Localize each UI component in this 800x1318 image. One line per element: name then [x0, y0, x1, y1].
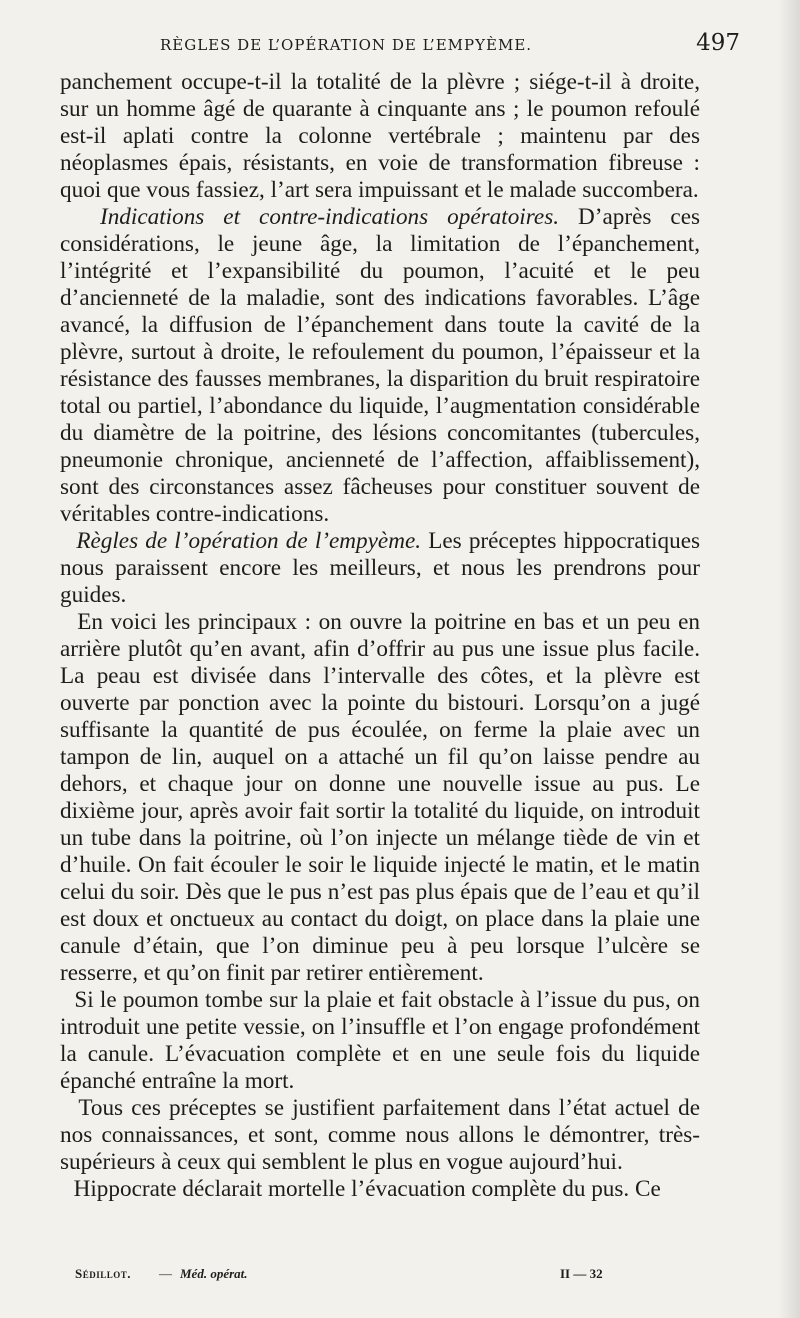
- running-header: [60, 30, 740, 58]
- body-text: [60, 69, 700, 1203]
- footer-separator: —: [159, 1266, 172, 1281]
- paragraph-2: [60, 204, 700, 528]
- page-number: 497: [696, 30, 740, 56]
- footer-work-title: Méd. opérat.: [180, 1266, 248, 1281]
- running-title: RÈGLES DE L’OPÉRATION DE L’EMPYÈME.: [160, 36, 533, 54]
- section-heading-indications: Indications et contre-indications opératoires.: [99, 204, 560, 230]
- footer-author: Sédillot.: [75, 1266, 131, 1281]
- paragraph-5-text: Si le poumon tombe sur la plaie et fait obstacle à l’issue du pus, on introduit une petite vessie, on l’insuffle et l’on engage profondément la canule. L’évacuation complète et en une seule fois du liquide épanché entraîne la mort.: [60, 987, 700, 1094]
- paragraph-6-text: Tous ces préceptes se justifient parfaitement dans l’état actuel de nos connaissances, et sont, comme nous allons le démontrer, très-supérieurs à ceux qui semblent le plus en vogue aujourd’hui.: [60, 1095, 700, 1175]
- paragraph-3-text: Les préceptes hippocratiques nous paraissent encore les meilleurs, et nous les prendrons pour guides.: [60, 528, 701, 608]
- page-gutter-shadow: [778, 0, 800, 1318]
- section-heading-regles: Règles de l’opération de l’empyème.: [76, 528, 422, 554]
- paragraph-5: [60, 987, 700, 1095]
- paragraph-2-text: D’après ces considérations, le jeune âge, la limitation de l’épanchement, l’intégrité et l’expansibilité du poumon, l’acuité et le peu d’ancienneté de la maladie, sont des indications favorables. L’âge avancé, la diffusion de l’épanchement dans toute la cavité de la plèvre, surtout à droite, le refoulement du poumon, l’épaisseur et la résistance des fausses membranes, la disparition du bruit respiratoire total ou partiel, l’abondance du liquide, l’augmentation considérable du diamètre de la poitrine, des lésions concomitantes (tubercules, pneumonie chronique, ancienneté de l’affection, affaiblissement), sont des circonstances assez fâcheuses pour constituer souvent de véritables contre-indications.: [60, 204, 701, 527]
- paragraph-7-text: Hippocrate déclarait mortelle l’évacuation complète du pus. Ce: [73, 1176, 661, 1202]
- paragraph-4-text: En voici les principaux : on ouvre la poitrine en bas et un peu en arrière plutôt qu’en avant, afin d’offrir au pus une issue plus facile. La peau est divisée dans l’intervalle des côtes, et la plèvre est ouverte par ponction avec la pointe du bistouri. Lorsqu’on a jugé suffisante la quantité de pus écoulée, on ferme la plaie avec un tampon de lin, auquel on a attaché un fil qu’on laisse pendre au dehors, et chaque jour on donne une nouvelle issue au pus. Le dixième jour, après avoir fait sortir la totalité du liquide, on introduit un tube dans la poitrine, où l’on injecte un mélange tiède de vin et d’huile. On fait écouler le soir le liquide injecté le matin, et le matin celui du soir. Dès que le pus n’est pas plus épais que de l’eau et qu’il est doux et onctueux au contact du doigt, on place dans la plaie une canule d’étain, que l’on diminue peu à peu lorsque l’ulcère se resserre, et qu’on finit par retirer entièrement.: [60, 609, 700, 986]
- footer-signature-line: [60, 1266, 700, 1286]
- paragraph-6: [60, 1095, 700, 1176]
- footer-signature-mark: II — 32: [560, 1266, 603, 1281]
- paragraph-1: panchement occupe-t-il la totalité de la plèvre ; siége-t-il à droite, sur un homme âgé de quarante à cinquante ans ; le poumon refoulé est-il aplati contre la colonne vertébrale ; maintenu par des néoplasmes épais, résistants, en voie de transformation fibreuse : quoi que vous fassiez, l’art sera impuissant et le malade succombera.: [60, 69, 700, 203]
- paragraph-3: [60, 528, 700, 609]
- paragraph-4: [60, 609, 700, 987]
- paragraph-7: [60, 1176, 700, 1203]
